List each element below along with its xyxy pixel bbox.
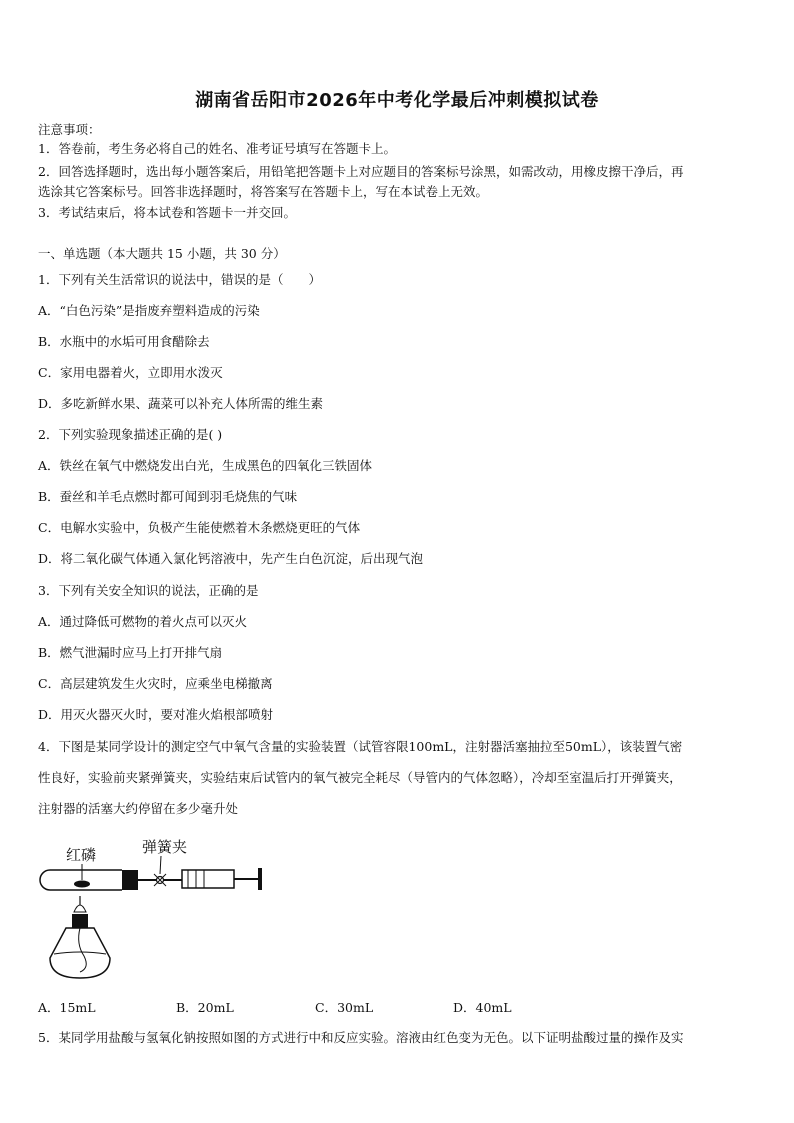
question-5-stem: 5．某同学用盐酸与氢氧化钠按照如图的方式进行中和反应实验。溶液由红色变为无色。以下证明盐酸过量的操作及实 — [38, 1030, 684, 1045]
notice-item: 2．回答选择题时，选出每小题答案后，用铅笔把答题卡上对应题目的答案标号涂黑，如需改动，用橡皮擦干净后，再 — [38, 164, 684, 179]
question-1-option-a[interactable]: A．“白色污染”是指废弃塑料造成的污染 — [38, 303, 260, 318]
question-4-option-b[interactable]: B．20mL — [176, 1000, 234, 1015]
phosphorus-sample — [74, 881, 90, 888]
question-4-option-a[interactable]: A．15mL — [38, 1000, 96, 1015]
question-2-option-a[interactable]: A．铁丝在氧气中燃烧发出白光，生成黑色的四氧化三铁固体 — [38, 458, 373, 473]
spring-clamp-label: 弹簧夹 — [142, 838, 188, 856]
question-4-option-d[interactable]: D．40mL — [453, 1000, 512, 1015]
syringe-barrel — [182, 870, 234, 888]
notice-item: 选涂其它答案标号。回答非选择题时，将答案写在答题卡上，写在本试卷上无效。 — [38, 184, 489, 199]
question-3-option-c[interactable]: C．高层建筑发生火灾时，应乘坐电梯撤离 — [38, 676, 273, 691]
question-4-stem-line: 注射器的活塞大约停留在多少毫升处 — [38, 801, 239, 816]
question-1-option-d[interactable]: D．多吃新鲜水果、蔬菜可以补充人体所需的维生素 — [38, 396, 324, 411]
question-1-option-c[interactable]: C．家用电器着火，立即用水泼灭 — [38, 365, 223, 380]
notice-item: 1．答卷前，考生务必将自己的姓名、准考证号填写在答题卡上。 — [38, 141, 396, 156]
flame — [74, 905, 86, 912]
lamp-neck — [72, 914, 88, 928]
question-3-stem: 3．下列有关安全知识的说法，正确的是 — [38, 583, 259, 598]
exam-title: 湖南省岳阳市2026年中考化学最后冲刺模拟试卷 — [195, 90, 599, 111]
question-3-option-d[interactable]: D．用灭火器灭火时，要对准火焰根部喷射 — [38, 707, 274, 722]
notice-item: 3．考试结束后，将本试卷和答题卡一并交回。 — [38, 205, 296, 220]
notice-heading: 注意事项： — [38, 122, 101, 137]
question-4-stem-line: 4．下图是某同学设计的测定空气中氧气含量的实验装置（试管容限100mL，注射器活塞抽拉至50mL），该装置气密 — [38, 739, 683, 754]
question-4-stem-line: 性良好，实验前夹紧弹簧夹，实验结束后试管内的氧气被完全耗尽（导管内的气体忽略），冷却至室温后打开弹簧夹， — [38, 770, 682, 785]
question-2-option-b[interactable]: B．蚕丝和羊毛点燃时都可闻到羽毛烧焦的气味 — [38, 489, 298, 504]
question-4-option-c[interactable]: C．30mL — [315, 1000, 374, 1015]
question-1-stem: 1．下列有关生活常识的说法中，错误的是（ ） — [38, 272, 321, 287]
question-2-option-d[interactable]: D．将二氧化碳气体通入氯化钙溶液中，先产生白色沉淀，后出现气泡 — [38, 551, 424, 566]
apparatus-figure — [36, 832, 268, 988]
section-header: 一、单选题（本大题共 15 小题，共 30 分） — [38, 246, 286, 261]
question-2-option-c[interactable]: C．电解水实验中，负极产生能使燃着木条燃烧更旺的气体 — [38, 520, 361, 535]
stopper — [122, 870, 138, 890]
red-phosphorus-label: 红磷 — [66, 846, 97, 864]
plunger-handle — [258, 868, 262, 890]
label-pointer — [160, 856, 161, 874]
question-1-option-b[interactable]: B．水瓶中的水垢可用食醋除去 — [38, 334, 210, 349]
question-3-option-a[interactable]: A．通过降低可燃物的着火点可以灭火 — [38, 614, 248, 629]
question-3-option-b[interactable]: B．燃气泄漏时应马上打开排气扇 — [38, 645, 223, 660]
question-2-stem: 2．下列实验现象描述正确的是( ) — [38, 427, 223, 442]
